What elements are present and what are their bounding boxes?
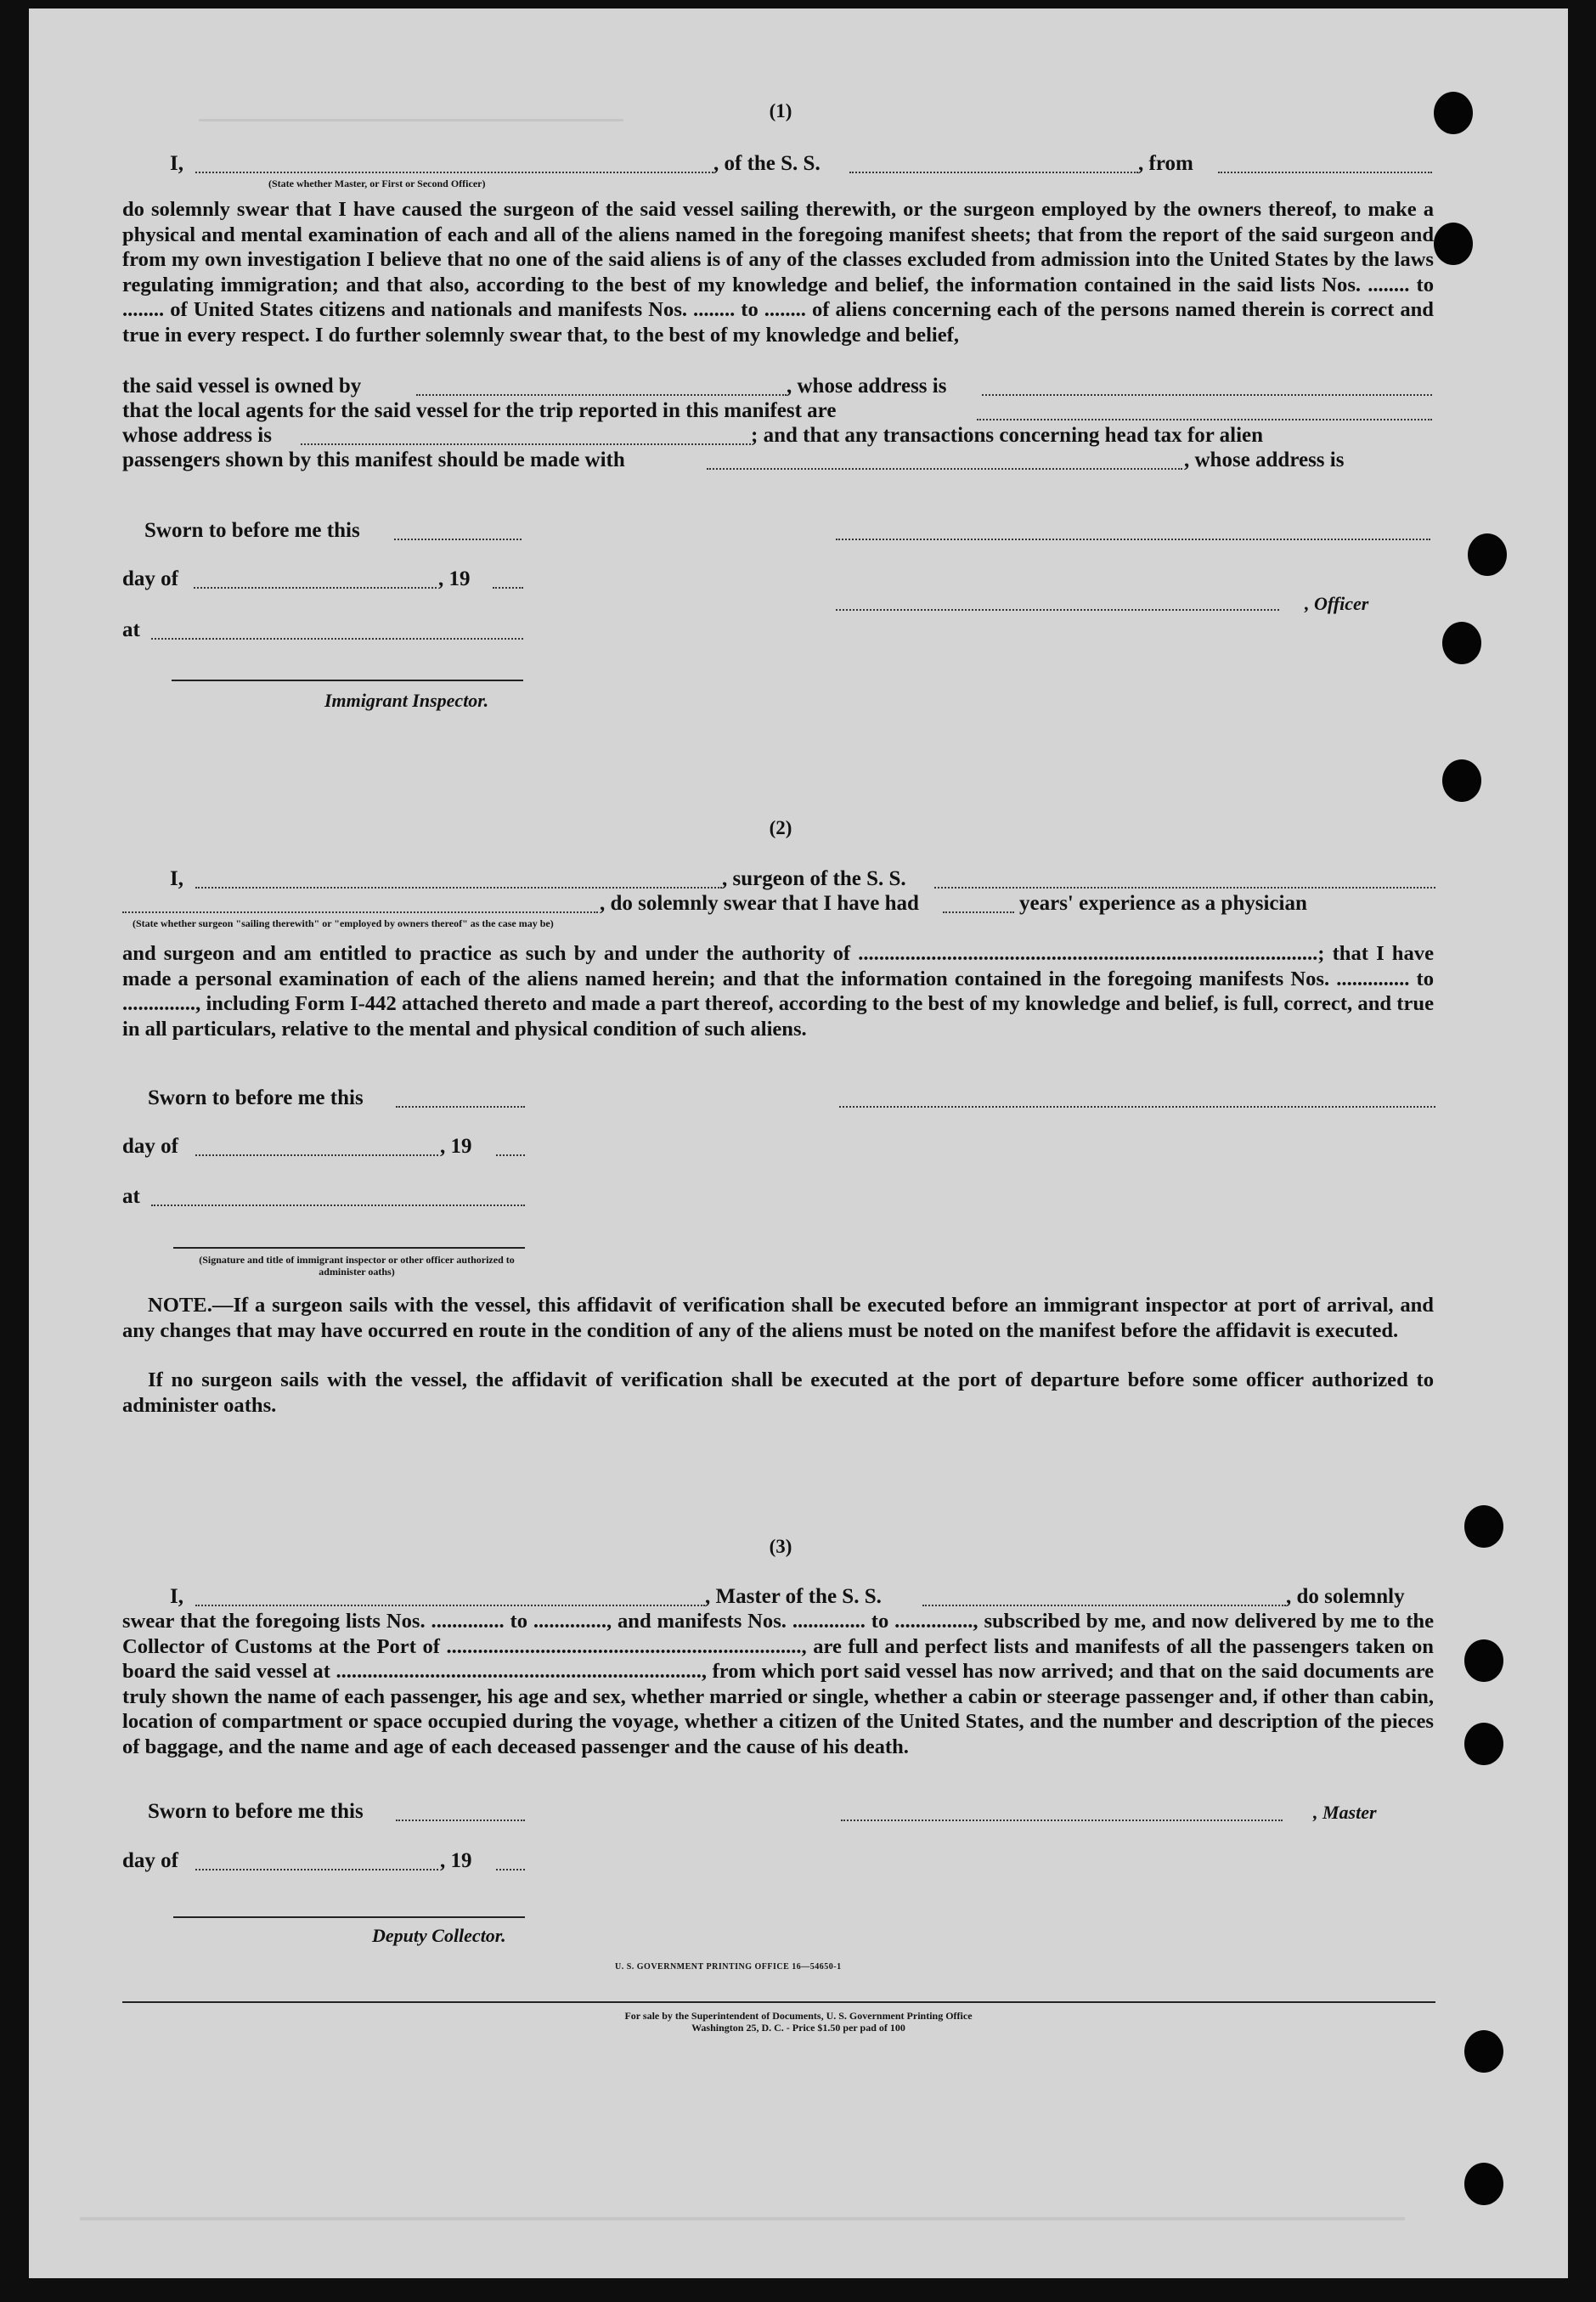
s1-month-field[interactable] bbox=[194, 587, 437, 589]
s1-year-field[interactable] bbox=[493, 587, 523, 589]
s2-signature-note: (Signature and title of immigrant inspector or other officer authorized to administer oaths) bbox=[199, 1254, 515, 1278]
s3-sworn-label: Sworn to before me this bbox=[148, 1800, 364, 1823]
s1-sworn-label: Sworn to before me this bbox=[144, 519, 360, 542]
s1-owner-field[interactable] bbox=[416, 394, 787, 396]
s2-at-field[interactable] bbox=[151, 1205, 525, 1206]
section-1-heading: (1) bbox=[769, 100, 792, 121]
sale-line-2: Washington 25, D. C. - Price $1.50 per pad of 100 bbox=[691, 2022, 905, 2034]
s2-vessel-name-field[interactable] bbox=[934, 887, 1435, 889]
s3-sworn-date-field[interactable] bbox=[396, 1820, 525, 1821]
s1-officer-label: , Officer bbox=[1305, 593, 1369, 614]
s1-local-agents-field[interactable] bbox=[977, 419, 1432, 420]
s1-i-label: I, bbox=[170, 152, 183, 175]
s3-deputy-label: Deputy Collector. bbox=[372, 1925, 506, 1946]
s3-do-solemnly-label: , do solemnly bbox=[1286, 1585, 1405, 1608]
s1-vessel-name-field[interactable] bbox=[849, 172, 1138, 173]
s3-month-field[interactable] bbox=[195, 1869, 438, 1870]
s2-sworn-date-field[interactable] bbox=[396, 1106, 525, 1108]
s2-note-text-2: If no surgeon sails with the vessel, the affidavit of verification shall be executed at the port of departure before some officer authorized to administer oaths. bbox=[122, 1368, 1434, 1417]
s2-year-field[interactable] bbox=[496, 1154, 525, 1156]
s1-agents-address-label: whose address is bbox=[122, 424, 272, 447]
s2-i-label: I, bbox=[170, 867, 183, 890]
s2-year-label: , 19 bbox=[440, 1135, 472, 1158]
s3-day-of-label: day of bbox=[122, 1849, 178, 1872]
s1-from-label: , from bbox=[1138, 152, 1193, 175]
s1-agents-address-field[interactable] bbox=[301, 443, 751, 445]
s2-note-text: —If a surgeon sails with the vessel, this affidavit of verification shall be executed before an immigrant inspector at port of arrival, and any changes that may have occurred en route in the condition of any of the aliens must be noted on the manifest before the affidavit is executed. bbox=[122, 1294, 1434, 1342]
punch-hole bbox=[1464, 1505, 1503, 1548]
bleed-through-bottom bbox=[80, 2217, 1405, 2220]
s1-from-port-field[interactable] bbox=[1218, 172, 1432, 173]
punch-hole bbox=[1464, 2163, 1503, 2205]
s2-at-label: at bbox=[122, 1185, 140, 1208]
s1-at-label: at bbox=[122, 618, 140, 641]
section-3-heading: (3) bbox=[769, 1536, 792, 1557]
s1-of-ss-label: , of the S. S. bbox=[713, 152, 821, 175]
s3-i-label: I, bbox=[170, 1585, 183, 1608]
s2-surgeon-type-field[interactable] bbox=[122, 911, 598, 913]
s1-head-tax-contact-field[interactable] bbox=[707, 468, 1182, 470]
s1-owned-by-label: the said vessel is owned by bbox=[122, 375, 362, 398]
s1-officer-name-field[interactable] bbox=[195, 172, 713, 173]
punch-hole bbox=[1442, 622, 1481, 664]
s3-master-name-field[interactable] bbox=[195, 1605, 705, 1606]
s3-body: swear that the foregoing lists Nos. .............. to .............., and manifests Nos. .............. to ..............., subscribed by me, and now delivered by me to the Collector of Customs at the Port of ...................................................................., are full and perfect lists and manifests of all the passengers taken on board the said vessel at ......................................................................, from which port said vessel has now arrived; and that on the said documents are truly shown the name of each passenger, his age and sex, whether married or single, whether a cabin or steerage passenger and, if other than cabin, location of compartment or space occupied during the voyage, whether a citizen of the United States, and the number and description of the pieces of baggage, and the name and age of each deceased passenger and the cause of his death. bbox=[122, 1610, 1434, 1758]
s1-officer-signature-field[interactable] bbox=[836, 609, 1279, 611]
punch-hole bbox=[1442, 759, 1481, 802]
section-2-heading: (2) bbox=[769, 817, 792, 838]
s1-owner-address-label: , whose address is bbox=[787, 375, 947, 398]
s1-owner-address-field[interactable] bbox=[982, 394, 1432, 396]
s3-deputy-signature-line[interactable] bbox=[173, 1916, 525, 1918]
punch-hole bbox=[1434, 223, 1473, 265]
s2-note-2 bbox=[122, 1368, 1434, 1419]
s2-years-exp-label: years' experience as a physician bbox=[1019, 892, 1307, 915]
bleed-through-header bbox=[199, 93, 623, 121]
footer-rule bbox=[122, 2001, 1435, 2003]
punch-hole bbox=[1464, 2030, 1503, 2073]
s1-signature-line[interactable] bbox=[836, 539, 1430, 540]
s3-year-label: , 19 bbox=[440, 1849, 472, 1872]
punch-hole bbox=[1464, 1639, 1503, 1682]
s2-sworn-label: Sworn to before me this bbox=[148, 1086, 364, 1109]
s1-inspector-label: Immigrant Inspector. bbox=[324, 690, 489, 711]
s2-note bbox=[122, 1293, 1434, 1371]
s3-master-of-ss-label: , Master of the S. S. bbox=[705, 1585, 882, 1608]
sale-line-1: For sale by the Superintendent of Documents, U. S. Government Printing Office bbox=[624, 2010, 973, 2022]
s2-surgeon-name-field[interactable] bbox=[195, 887, 722, 889]
s3-year-field[interactable] bbox=[496, 1869, 525, 1870]
s1-year-label: , 19 bbox=[438, 567, 471, 590]
s1-contact-address-label: , whose address is bbox=[1184, 449, 1345, 471]
s2-body: and surgeon and am entitled to practice as such by and under the authority of ........................................................................................; that I have made a personal examination of each of the aliens named herein; and that the information contained in the foregoing manifests Nos. .............. to .............., including Form I-442 attached thereto and made a part thereof, according to the best of my knowledge and belief, is full, correct, and true in all particulars, relative to the mental and physical condition of such aliens. bbox=[122, 942, 1434, 1041]
s1-passengers-label: passengers shown by this manifest should be made with bbox=[122, 449, 625, 471]
s2-day-of-label: day of bbox=[122, 1135, 178, 1158]
s2-signature-line[interactable] bbox=[839, 1106, 1435, 1108]
punch-hole bbox=[1464, 1723, 1503, 1765]
s2-years-field[interactable] bbox=[943, 911, 1014, 913]
s1-head-tax-label: ; and that any transactions concerning head tax for alien bbox=[751, 424, 1264, 447]
s2-swear-label: , do solemnly swear that I have had bbox=[600, 892, 919, 915]
s1-inspector-signature-line[interactable] bbox=[172, 680, 523, 681]
gpo-imprint: U. S. GOVERNMENT PRINTING OFFICE 16—54650-1 bbox=[615, 1962, 842, 1972]
s3-master-signature-field[interactable] bbox=[841, 1820, 1283, 1821]
s1-body: do solemnly swear that I have caused the surgeon of the said vessel sailing therewith, or the surgeon employed by the owners thereof, to make a physical and mental examination of each and all of the aliens named in the foregoing manifest sheets; that from the report of the said surgeon and from my own investigation I believe that no one of the said aliens is of any of the classes excluded from admission into the United States by the laws regulating immigration; and that also, according to the best of my knowledge and belief, the information contained in the said lists Nos. ........ to ........ of United States citizens and nationals and manifests Nos. ........ to ........ of aliens concerning each of the persons named therein is correct and true in every respect. I do further solemnly swear that, to the best of my knowledge and belief, bbox=[122, 198, 1434, 347]
s3-vessel-name-field[interactable] bbox=[922, 1605, 1286, 1606]
s1-sworn-date-field[interactable] bbox=[394, 539, 522, 540]
s2-month-field[interactable] bbox=[195, 1154, 438, 1156]
s1-at-field[interactable] bbox=[151, 638, 523, 640]
s3-master-label: , Master bbox=[1313, 1802, 1377, 1823]
s2-surgeon-of-ss-label: , surgeon of the S. S. bbox=[722, 867, 906, 890]
s2-surgeon-note: (State whether surgeon "sailing therewith" or "employed by owners thereof" as the case may be) bbox=[133, 917, 554, 929]
s2-note-label: NOTE. bbox=[148, 1294, 212, 1317]
s1-local-agents-label: that the local agents for the said vessel for the trip reported in this manifest are bbox=[122, 399, 837, 422]
s1-officer-note: (State whether Master, or First or Second Officer) bbox=[268, 178, 486, 189]
s2-official-signature-line[interactable] bbox=[173, 1247, 525, 1249]
form-page bbox=[29, 8, 1568, 2278]
punch-hole bbox=[1434, 92, 1473, 134]
punch-hole bbox=[1468, 533, 1507, 576]
s1-day-of-label: day of bbox=[122, 567, 178, 590]
